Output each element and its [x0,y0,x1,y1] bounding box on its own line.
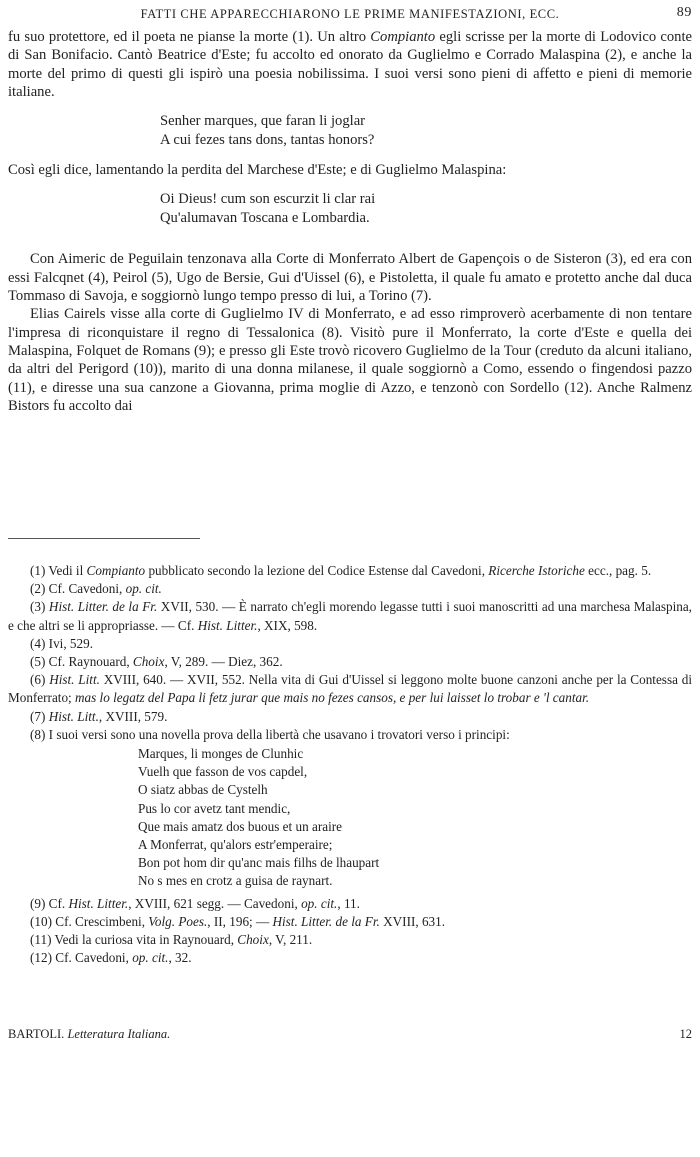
footnote-11: (11) Vedi la curiosa vita in Raynouard, Choix, V, 211. [30,932,313,948]
paragraph-4: Elias Cairels visse alla corte di Guglielmo IV di Monferrato, e ad esso rimproverò acerbamente di non tentare l'impresa di riconquistare il regno di Tessalonica (8). Visitò pure il Monferrato, la corte d'Este e quella dei Malaspina, Folquet de Romans (9); e presso gli Este trovò ricovero Guglielmo de la Tour (creduto da alcuni italiano, da altri del Perigord (10)), marito di una donna milanese, il quale soggiornò a Como, essendo o fingendosi pazzo (11), e diresse una sua canzone a Giovanna, prima moglie di Azzo, e tenzonò con Sordello (12). Anche Ralmenz Bistors fu accolto dai [8,306,692,414]
footnote-4: (4) Ivi, 529. [30,635,93,651]
footnote-divider [8,538,200,539]
paragraph-2: Così egli dice, lamentando la perdita del Marchese d'Este; e di Guglielmo Malaspina: [8,162,507,179]
verse-line: O siatz abbas de Cystelh [138,782,268,798]
footnote-7: (7) Hist. Litt., XVIII, 579. [30,708,168,724]
verse-line: A cui fezes tans dons, tantas honors? [160,132,375,149]
verse-line: Bon pot hom dir qu'anc mais filhs de lhaupart [138,855,380,871]
verse-quote-2 [160,190,692,228]
running-head [8,5,692,25]
italic-title: Compianto [370,29,436,45]
footnote-1: (1) Vedi il Compianto pubblicato secondo la lezione del Codice Estense dal Cavedoni, Ricerche Istoriche ecc., pag. 5. [30,563,652,578]
verse-line: Senher marques, que faran li joglar [160,113,366,130]
footer-source [8,1027,170,1042]
text-run: egli scrisse per la morte di Lodovico conte di San Bonifacio. Cantò Beatrice d'Este; fu accolto ed onorato da Guglielmo e Corrado Malaspina (2), e anche la morte del primo di questi gli ispirò una poesia nobilissima. I suoi versi sono pieni di affetto e pieni di memorie italiane. [8,29,692,100]
body-text [8,28,692,415]
footnote-verse [138,745,692,891]
footer-work: Letteratura Italiana. [67,1027,171,1041]
footnote-5: (5) Cf. Raynouard, Choix, V, 289. — Diez, 362. [30,654,283,670]
footer-author: BARTOLI. [8,1027,65,1041]
text-run: fu suo protettore, ed il poeta ne pianse la morte (1). Un altro [8,29,371,45]
verse-line: No s mes en crotz a guisa de raynart. [138,873,333,889]
verse-line: Que mais amatz dos buous et un araire [138,818,342,834]
signature-mark: 12 [679,1027,692,1041]
verse-line: Pus lo cor avetz tant mendic, [138,800,291,816]
paragraph-3: Con Aimeric de Peguilain tenzonava alla Corte di Monferrato Albert de Gapençois o de Sisteron (3), ed era con essi Falcqnet (4), Peirol (5), Ugo de Bersie, Gui d'Uissel (6), e Pistoletta, il quale fu amato e protetto anche dal duca Tommaso di Savoja, e soggiornò lungo tempo presso di lui, a Torino (7). [8,251,692,305]
footnote-6: (6) Hist. Litt. XVIII, 640. — XVII, 552. Nella vita di Gui d'Uissel si leggono molte buone canzoni anche per la Contessa di Monferrato; mas lo legatz del Papa li fetz jurar que mais no fezes cansos, e per lui laisset lo trobar e 'l cantar. [8,672,692,706]
verse-line: Vuelh que fasson de vos capdel, [138,764,308,780]
footnote-2: (2) Cf. Cavedoni, op. cit. [30,581,162,597]
verse-line: Oi Dieus! cum son escurzit li clar rai [160,191,376,208]
running-title: FATTI CHE APPARECCHIARONO LE PRIME MANIFESTAZIONI, ECC. [140,7,560,21]
verse-line: Qu'alumavan Toscana e Lombardia. [160,210,370,227]
footnotes [8,562,692,967]
verse-quote-1 [160,112,692,150]
page-number: 89 [676,5,692,20]
paragraph-1 [8,28,692,101]
verse-line: Marques, li monges de Clunhic [138,746,304,762]
footnote-10: (10) Cf. Crescimbeni, Volg. Poes., II, 196; — Hist. Litter. de la Fr. XVIII, 631. [30,913,446,929]
verse-line: A Monferrat, qu'alors estr'emperaire; [138,837,333,853]
footnote-8: (8) I suoi versi sono una novella prova della libertà che usavano i trovatori verso i principi: [30,726,510,742]
footnote-9: (9) Cf. Hist. Litter., XVIII, 621 segg. — Cavedoni, op. cit., 11. [30,895,360,911]
footnote-3: (3) Hist. Litter. de la Fr. XVII, 530. — È narrato ch'egli morendo legasse tutti i suoi manoscritti ad una marchesa Malaspina, e che altri se li appropriasse. — Cf. Hist. Litter., XIX, 598. [8,599,692,633]
footnote-12: (12) Cf. Cavedoni, op. cit., 32. [30,950,192,966]
